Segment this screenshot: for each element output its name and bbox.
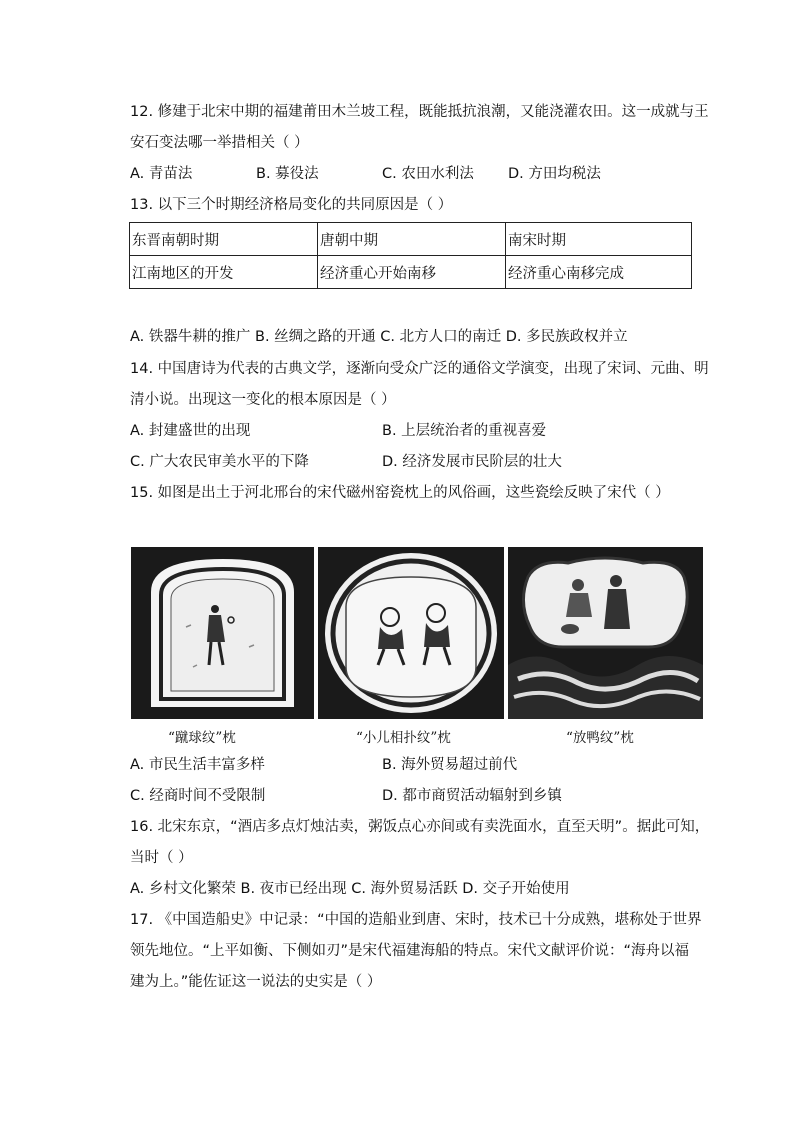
q13-cell-r2c3: 经济重心南移完成 [506,256,692,289]
q12-option-b[interactable]: B. 募役法 [256,166,319,182]
q15-stem: 15. 如图是出土于河北邢台的宋代磁州窑瓷枕上的风俗画，这些瓷绘反映了宋代（ ） [130,485,670,501]
q14-option-a[interactable]: A. 封建盛世的出现 [130,423,251,439]
q13-cell-r1c1: 东晋南朝时期 [130,223,318,256]
q13-cell-r2c2: 经济重心开始南移 [318,256,506,289]
caption-duck-pillow: “放鸭纹”枕 [566,730,634,746]
q17-stem-line2: 领先地位。“上平如衡、下侧如刃”是宋代福建海船的特点。宋代文献评价说：“海舟以福 [130,943,690,959]
q13-cell-r1c2: 唐朝中期 [318,223,506,256]
q13-stem: 13. 以下三个时期经济格局变化的共同原因是（ ） [130,197,453,213]
wrestling-pillow-image [318,547,504,719]
table-row [130,256,692,289]
q13-cell-r2c1: 江南地区的开发 [130,256,318,289]
q14-option-d[interactable]: D. 经济发展市民阶层的壮大 [382,454,562,470]
q14-option-c[interactable]: C. 广大农民审美水平的下降 [130,454,309,470]
q14-option-b[interactable]: B. 上层统治者的重视喜爱 [382,423,547,439]
caption-wrestling-pillow: “小儿相扑纹”枕 [356,730,451,746]
q15-option-c[interactable]: C. 经商时间不受限制 [130,788,266,804]
cuju-pillow-image [131,547,314,719]
caption-cuju-pillow: “蹴球纹”枕 [168,730,236,746]
porcelain-pillow-images [131,547,703,719]
q12-stem-line1: 12. 修建于北宋中期的福建莆田木兰坡工程，既能抵抗浪潮，又能浇灌农田。这一成就与王 [130,104,709,120]
q15-option-a[interactable]: A. 市民生活丰富多样 [130,757,265,773]
q13-cell-r1c3: 南宋时期 [506,223,692,256]
q12-stem-line2: 安石变法哪一举措相关（ ） [130,135,309,151]
q14-stem-line1: 14. 中国唐诗为代表的古典文学，逐渐向受众广泛的通俗文学演变，出现了宋词、元曲、明 [130,361,709,377]
q12-option-c[interactable]: C. 农田水利法 [382,166,474,182]
q17-stem-line1: 17. 《中国造船史》中记录：“中国的造船业到唐、宋时，技术已十分成熟，堪称处于世界 [130,912,702,928]
table-row [130,223,692,256]
q13-table [129,222,692,289]
q15-option-b[interactable]: B. 海外贸易超过前代 [382,757,518,773]
q14-stem-line2: 清小说。出现这一变化的根本原因是（ ） [130,392,396,408]
q16-stem-line1: 16. 北宋东京，“酒店多点灯烛沽卖，粥饭点心亦间或有卖洗面水，直至天明”。据此可知， [130,819,710,835]
q16-options[interactable]: A. 乡村文化繁荣 B. 夜市已经出现 C. 海外贸易活跃 D. 交子开始使用 [130,881,570,897]
q12-option-a[interactable]: A. 青苗法 [130,166,193,182]
q17-stem-line3: 建为上。”能佐证这一说法的史实是（ ） [130,974,382,990]
q13-options[interactable]: A. 铁器牛耕的推广 B. 丝绸之路的开通 C. 北方人口的南迁 D. 多民族政权并立 [130,329,628,345]
duck-pillow-image [508,547,703,719]
q12-option-d[interactable]: D. 方田均税法 [508,166,601,182]
q15-option-d[interactable]: D. 都市商贸活动辐射到乡镇 [382,788,562,804]
q16-stem-line2: 当时（ ） [130,850,193,866]
